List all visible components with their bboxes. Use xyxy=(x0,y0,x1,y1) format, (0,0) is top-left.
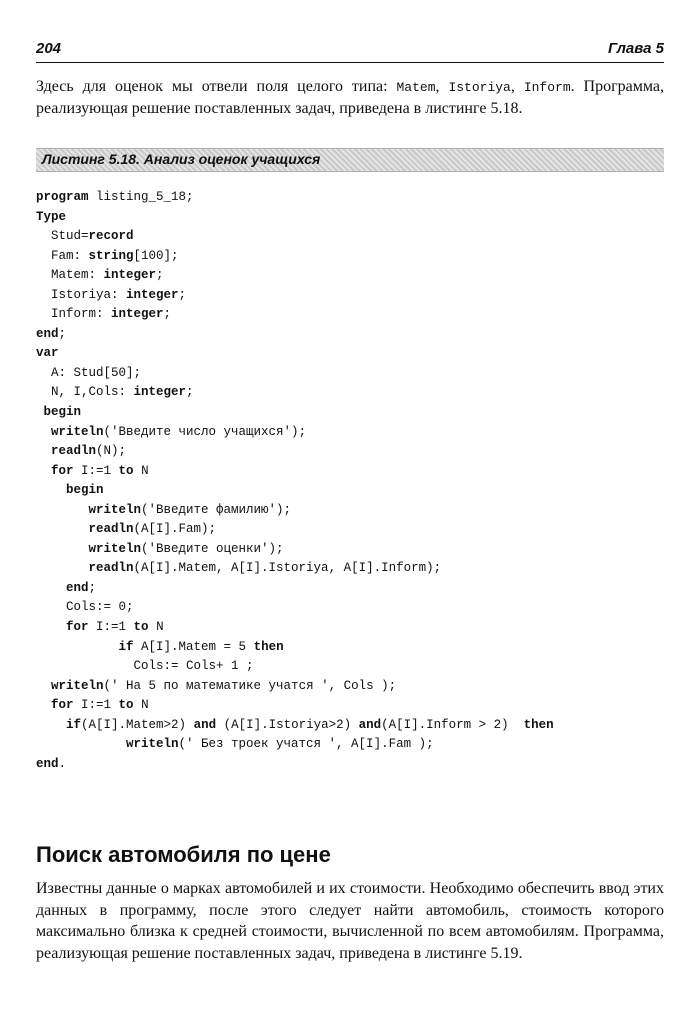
code-line xyxy=(36,325,676,345)
code-text: Stud= xyxy=(36,229,89,244)
code-text xyxy=(36,483,66,497)
code-keyword: writeln xyxy=(51,678,104,693)
code-keyword: and xyxy=(193,717,217,732)
code-keyword: begin xyxy=(66,483,104,498)
code-line xyxy=(36,462,676,482)
code-text: Fam: xyxy=(36,248,89,263)
intro-text-after: . Программа, реализующая решение поставленных задач, приведена в листинге 5.18. xyxy=(36,78,665,117)
code-line xyxy=(36,755,676,775)
code-keyword: then xyxy=(253,639,284,654)
code-line xyxy=(36,383,676,403)
code-keyword: record xyxy=(88,229,134,244)
code-text: ; xyxy=(156,268,164,283)
field-name-istoriya: Istoriya xyxy=(448,80,511,95)
code-line xyxy=(36,559,676,579)
code-text: ; xyxy=(178,287,187,302)
code-keyword: integer xyxy=(133,385,187,400)
code-line xyxy=(36,618,676,638)
code-text xyxy=(36,718,66,732)
code-text xyxy=(36,698,51,712)
code-line xyxy=(36,716,676,736)
code-line xyxy=(36,403,676,423)
code-line xyxy=(36,442,676,462)
code-text xyxy=(36,620,66,634)
code-text: (A[I].Matem>2) xyxy=(81,717,194,732)
code-text: (' На 5 по математике учатся ', Cols ); xyxy=(103,678,397,693)
code-text xyxy=(36,464,51,478)
code-keyword: Type xyxy=(36,209,67,224)
code-text: Inform: xyxy=(36,307,112,322)
code-line xyxy=(36,501,676,521)
code-text: A[I].Matem = 5 xyxy=(133,639,254,654)
code-keyword: for xyxy=(51,463,74,478)
code-text: ('Введите оценки'); xyxy=(141,541,284,556)
code-line xyxy=(36,247,676,267)
code-keyword: to xyxy=(118,698,134,713)
code-listing xyxy=(36,188,676,774)
code-keyword: for xyxy=(66,620,89,635)
code-text: N xyxy=(133,463,149,478)
code-text: . xyxy=(58,756,67,771)
code-keyword: readln xyxy=(88,522,134,537)
listing-caption-bar xyxy=(36,148,664,172)
code-text: ('Введите число учащихся'); xyxy=(103,424,307,439)
code-text: (A[I].Inform > 2) xyxy=(381,717,524,732)
code-keyword: writeln xyxy=(88,541,142,556)
field-name-inform: Inform xyxy=(523,80,571,95)
code-keyword: string xyxy=(88,248,134,263)
code-line xyxy=(36,735,676,755)
code-keyword: readln xyxy=(51,444,97,459)
code-text: (N); xyxy=(96,444,127,459)
intro-sep-2: , xyxy=(510,78,524,95)
code-text: ; xyxy=(163,307,172,322)
code-text xyxy=(36,405,44,419)
code-text xyxy=(36,737,126,751)
code-text: (A[I].Matem, A[I].Istoriya, A[I].Inform); xyxy=(133,561,442,576)
code-line xyxy=(36,364,676,384)
code-text: N xyxy=(148,620,164,635)
code-text: I:=1 xyxy=(88,620,134,635)
code-keyword: var xyxy=(36,346,59,361)
code-text: ; xyxy=(88,580,97,595)
code-line xyxy=(36,638,676,658)
code-keyword: if xyxy=(118,639,134,654)
code-text: [100]; xyxy=(133,248,179,263)
code-text xyxy=(36,561,89,575)
code-text: listing_5_18; xyxy=(88,190,194,204)
code-line xyxy=(36,657,676,677)
code-text: (A[I].Fam); xyxy=(133,522,217,537)
code-line xyxy=(36,481,676,501)
code-line xyxy=(36,305,676,325)
code-keyword: end xyxy=(36,756,59,771)
code-line xyxy=(36,227,676,247)
code-keyword: to xyxy=(133,620,149,635)
code-keyword: integer xyxy=(111,307,164,322)
section-heading: Поиск автомобиля по цене xyxy=(36,842,331,867)
code-keyword: readln xyxy=(88,561,134,576)
code-text: ; xyxy=(58,326,67,341)
code-text xyxy=(36,679,51,693)
code-text xyxy=(36,503,89,517)
listing-caption: Листинг 5.18. Анализ оценок учащихся xyxy=(42,151,321,167)
code-line xyxy=(36,286,676,306)
chapter-title: Глава 5 xyxy=(607,40,664,57)
page-header xyxy=(36,40,664,62)
code-keyword: end xyxy=(36,326,59,341)
code-line xyxy=(36,423,676,443)
code-keyword: to xyxy=(118,463,134,478)
section-paragraph: Известны данные о марках автомобилей и их стоимости. Необходимо обеспечить ввод этих данных в программу, после этого следует найти автомобиль, стоимость которого максимально близка к средней стоимости, вычисленной по всем автомобилям. Программа, реализующая решение поставленных задач, приведена в листинге 5.19. xyxy=(36,880,664,962)
code-text xyxy=(36,425,51,439)
code-text: I:=1 xyxy=(73,463,119,478)
code-keyword: writeln xyxy=(51,424,104,439)
code-text: (A[I].Istoriya>2) xyxy=(216,717,359,732)
code-text: ('Введите фамилию'); xyxy=(141,502,292,517)
code-line xyxy=(36,266,676,286)
code-text xyxy=(36,444,51,458)
code-line xyxy=(36,520,676,540)
code-line xyxy=(36,579,676,599)
page-number: 204 xyxy=(36,40,62,57)
code-text xyxy=(36,581,66,595)
code-keyword: then xyxy=(523,717,554,732)
code-line xyxy=(36,208,676,228)
code-keyword: writeln xyxy=(88,502,142,517)
code-line xyxy=(36,540,676,560)
code-keyword: writeln xyxy=(126,737,179,752)
code-text: Matem: xyxy=(36,268,104,283)
code-text: I:=1 xyxy=(73,698,119,713)
code-line xyxy=(36,188,676,208)
code-text: N, I,Cols: xyxy=(36,385,134,400)
code-keyword: integer xyxy=(103,268,157,283)
code-keyword: program xyxy=(36,190,89,204)
code-text xyxy=(36,542,89,556)
intro-sep-1: , xyxy=(435,78,449,95)
code-line xyxy=(36,677,676,697)
code-text: Istoriya: xyxy=(36,287,127,302)
intro-paragraph xyxy=(36,76,664,119)
code-line xyxy=(36,344,676,364)
code-keyword: end xyxy=(66,580,89,595)
code-text: A: Stud[50]; xyxy=(36,365,142,380)
code-text: (' Без троек учатся ', A[I].Fam ); xyxy=(178,737,434,752)
code-keyword: and xyxy=(358,717,382,732)
code-text xyxy=(36,640,119,654)
code-text xyxy=(36,522,89,536)
code-line xyxy=(36,598,676,618)
code-keyword: for xyxy=(51,698,74,713)
intro-text-before: Здесь для оценок мы отвели поля целого типа: xyxy=(36,78,397,95)
code-text: ; xyxy=(186,385,194,400)
code-keyword: begin xyxy=(43,405,82,420)
field-name-matem: Matem xyxy=(396,80,436,95)
code-text: N xyxy=(133,698,149,713)
code-line xyxy=(36,696,676,716)
code-text: Cols:= 0; xyxy=(36,600,134,615)
code-text: Cols:= Cols+ 1 ; xyxy=(36,659,254,674)
code-keyword: if xyxy=(66,717,82,732)
code-keyword: integer xyxy=(126,287,179,302)
header-rule xyxy=(36,62,664,63)
